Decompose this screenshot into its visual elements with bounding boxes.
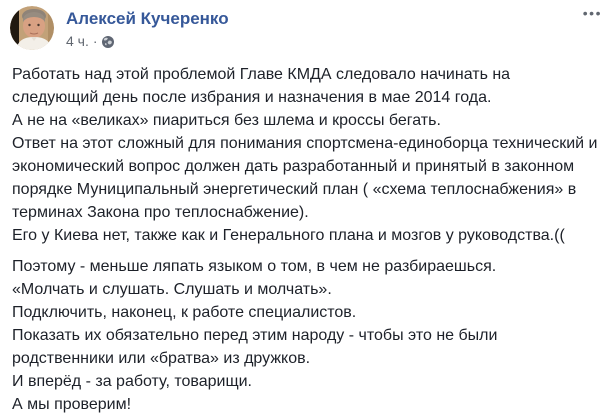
globe-icon (102, 36, 114, 48)
post-body (0, 63, 612, 416)
post-text-line: А не на «великах» пиариться без шлема и кроссы бегать. (12, 112, 441, 129)
post-meta (66, 33, 229, 49)
post-header-info (66, 6, 229, 49)
post-text-line: И вперёд - за работу, товарищи. (12, 373, 252, 390)
post-text-line: А мы проверим! (12, 396, 132, 413)
avatar[interactable] (10, 6, 54, 50)
post-text-line: Поэтому - меньше ляпать языком о том, в чем не разбираешься. (12, 258, 497, 275)
post-text-line: Подключить, наконец, к работе специалистов. (12, 304, 357, 321)
timestamp[interactable]: 4 ч. (66, 33, 89, 49)
post-text-line: Его у Киева нет, также как и Генерального плана и мозгов у руководства.(( (12, 227, 565, 244)
more-options-button[interactable]: ••• (582, 5, 602, 21)
post-paragraph (12, 255, 600, 416)
post-paragraph (12, 63, 600, 247)
meta-separator: · (92, 33, 98, 49)
post-text-line: Ответ на этот сложный для понимания спортсмена-единоборца технический и экономический вопрос должен дать разработанный и принятый в законном порядке Муниципальный энергетический план ( «схема теплоснабжения» в терминах Закона про теплоснабжение). (12, 135, 598, 221)
avatar-photo (10, 6, 54, 50)
author-link[interactable]: Алексей Кучеренко (66, 9, 229, 28)
post-text-line: Показать их обязательно перед этим народу - чтобы это не были родственники или «братва» из дружков. (12, 327, 498, 367)
post-text-line: «Молчать и слушать. Слушать и молчать». (12, 281, 332, 298)
post-text-line: Работать над этой проблемой Главе КМДА следовало начинать на следующий день после избрания и назначения в мае 2014 года. (12, 66, 511, 106)
post-header (0, 0, 612, 50)
